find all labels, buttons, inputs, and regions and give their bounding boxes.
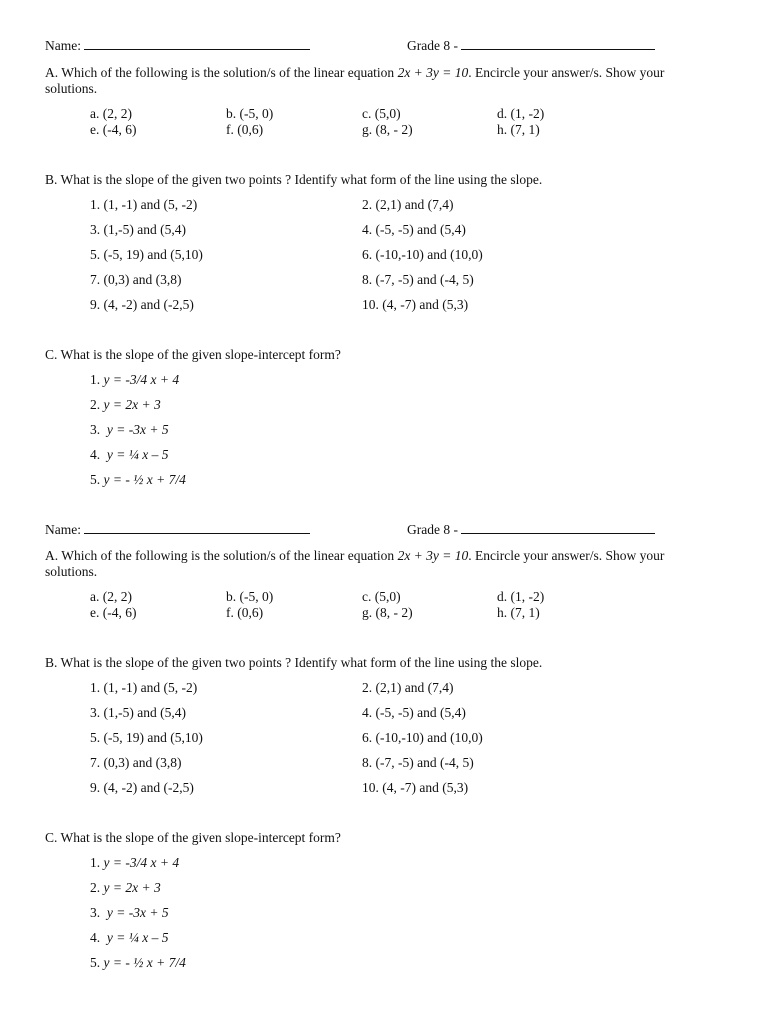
question-a-equation: 2x + 3y = 10 (397, 65, 469, 80)
question-c-item-2 (90, 397, 161, 413)
question-c-item-4 (90, 447, 168, 463)
option-h: h. (7, 1) (497, 122, 540, 137)
question-b-item-9: 9. (4, -2) and (-2,5) (90, 297, 194, 312)
question-a-prefix: A. Which of the following is the solution/s of the linear equation (45, 65, 395, 80)
question-c-item-number: 2. (90, 397, 101, 412)
question-b-item-2: 2. (2,1) and (7,4) (362, 197, 454, 212)
grade-label: Grade 8 - (407, 38, 458, 53)
question-c: C. What is the slope of the given slope-intercept form? (45, 830, 341, 845)
option-d: d. (1, -2) (497, 106, 545, 121)
question-b-item-7: 7. (0,3) and (3,8) (90, 272, 182, 287)
question-c-item-5 (90, 955, 186, 971)
option-d: d. (1, -2) (497, 589, 545, 604)
name-label: Name: (45, 38, 81, 53)
question-c-item-3 (90, 422, 169, 438)
question-b-item-5: 5. (-5, 19) and (5,10) (90, 247, 203, 262)
option-h: h. (7, 1) (497, 605, 540, 620)
question-c-item-number: 3. (90, 905, 101, 920)
question-c-equation: y = -3/4 x + 4 (103, 372, 180, 387)
option-a: a. (2, 2) (90, 589, 132, 604)
question-c-item-number: 4. (90, 930, 101, 945)
option-c: c. (5,0) (362, 589, 401, 604)
question-a (45, 548, 715, 580)
grade-field (407, 38, 655, 54)
question-a-prefix: A. Which of the following is the solution/s of the linear equation (45, 548, 395, 563)
name-blank-line (84, 522, 310, 534)
grade-blank-line (461, 38, 655, 50)
question-c-equation: y = 2x + 3 (103, 397, 161, 412)
question-b-item-7: 7. (0,3) and (3,8) (90, 755, 182, 770)
question-c-equation: y = -3x + 5 (106, 905, 169, 920)
question-c-item-1 (90, 372, 179, 388)
question-b-item-1: 1. (1, -1) and (5, -2) (90, 680, 198, 695)
name-field (45, 522, 310, 538)
question-c-item-2 (90, 880, 161, 896)
question-c-item-number: 4. (90, 447, 101, 462)
question-c-item-number: 1. (90, 855, 101, 870)
question-c-item-number: 3. (90, 422, 101, 437)
question-c-equation: y = ¼ x – 5 (106, 930, 169, 945)
option-e: e. (-4, 6) (90, 605, 137, 620)
option-b: b. (-5, 0) (226, 106, 274, 121)
question-b-item-5: 5. (-5, 19) and (5,10) (90, 730, 203, 745)
question-c-item-4 (90, 930, 168, 946)
question-b-item-8: 8. (-7, -5) and (-4, 5) (362, 272, 474, 287)
question-c-item-number: 5. (90, 472, 101, 487)
question-b-item-9: 9. (4, -2) and (-2,5) (90, 780, 194, 795)
question-c-item-number: 2. (90, 880, 101, 895)
option-a: a. (2, 2) (90, 106, 132, 121)
question-b-item-3: 3. (1,-5) and (5,4) (90, 705, 186, 720)
question-b-item-2: 2. (2,1) and (7,4) (362, 680, 454, 695)
option-b: b. (-5, 0) (226, 589, 274, 604)
question-a-equation: 2x + 3y = 10 (397, 548, 469, 563)
question-c-equation: y = - ½ x + 7/4 (103, 472, 186, 487)
question-a (45, 65, 715, 97)
question-c-item-3 (90, 905, 169, 921)
question-b-item-4: 4. (-5, -5) and (5,4) (362, 705, 466, 720)
question-b-item-6: 6. (-10,-10) and (10,0) (362, 247, 483, 262)
grade-label: Grade 8 - (407, 522, 458, 537)
question-b-item-4: 4. (-5, -5) and (5,4) (362, 222, 466, 237)
question-b-item-10: 10. (4, -7) and (5,3) (362, 297, 469, 312)
question-c-item-number: 1. (90, 372, 101, 387)
name-blank-line (84, 38, 310, 50)
question-c-equation: y = ¼ x – 5 (106, 447, 169, 462)
grade-field (407, 522, 655, 538)
question-c-equation: y = -3/4 x + 4 (103, 855, 180, 870)
question-c-item-5 (90, 472, 186, 488)
name-label: Name: (45, 522, 81, 537)
option-f: f. (0,6) (226, 605, 264, 620)
question-b-item-10: 10. (4, -7) and (5,3) (362, 780, 469, 795)
question-b-item-3: 3. (1,-5) and (5,4) (90, 222, 186, 237)
option-g: g. (8, - 2) (362, 122, 413, 137)
question-c-item-number: 5. (90, 955, 101, 970)
option-g: g. (8, - 2) (362, 605, 413, 620)
grade-blank-line (461, 522, 655, 534)
question-b-item-1: 1. (1, -1) and (5, -2) (90, 197, 198, 212)
name-field (45, 38, 310, 54)
question-b-item-8: 8. (-7, -5) and (-4, 5) (362, 755, 474, 770)
question-a-suffix: . Encircle your answer/s. Show your solutions. (45, 65, 665, 96)
question-c: C. What is the slope of the given slope-intercept form? (45, 347, 341, 362)
question-b-item-6: 6. (-10,-10) and (10,0) (362, 730, 483, 745)
option-c: c. (5,0) (362, 106, 401, 121)
question-c-equation: y = -3x + 5 (106, 422, 169, 437)
option-f: f. (0,6) (226, 122, 264, 137)
question-c-equation: y = - ½ x + 7/4 (103, 955, 186, 970)
question-c-equation: y = 2x + 3 (103, 880, 161, 895)
question-b: B. What is the slope of the given two points ? Identify what form of the line using the slope. (45, 172, 543, 187)
question-b: B. What is the slope of the given two points ? Identify what form of the line using the slope. (45, 655, 543, 670)
question-c-item-1 (90, 855, 179, 871)
option-e: e. (-4, 6) (90, 122, 137, 137)
question-a-suffix: . Encircle your answer/s. Show your solutions. (45, 548, 665, 579)
